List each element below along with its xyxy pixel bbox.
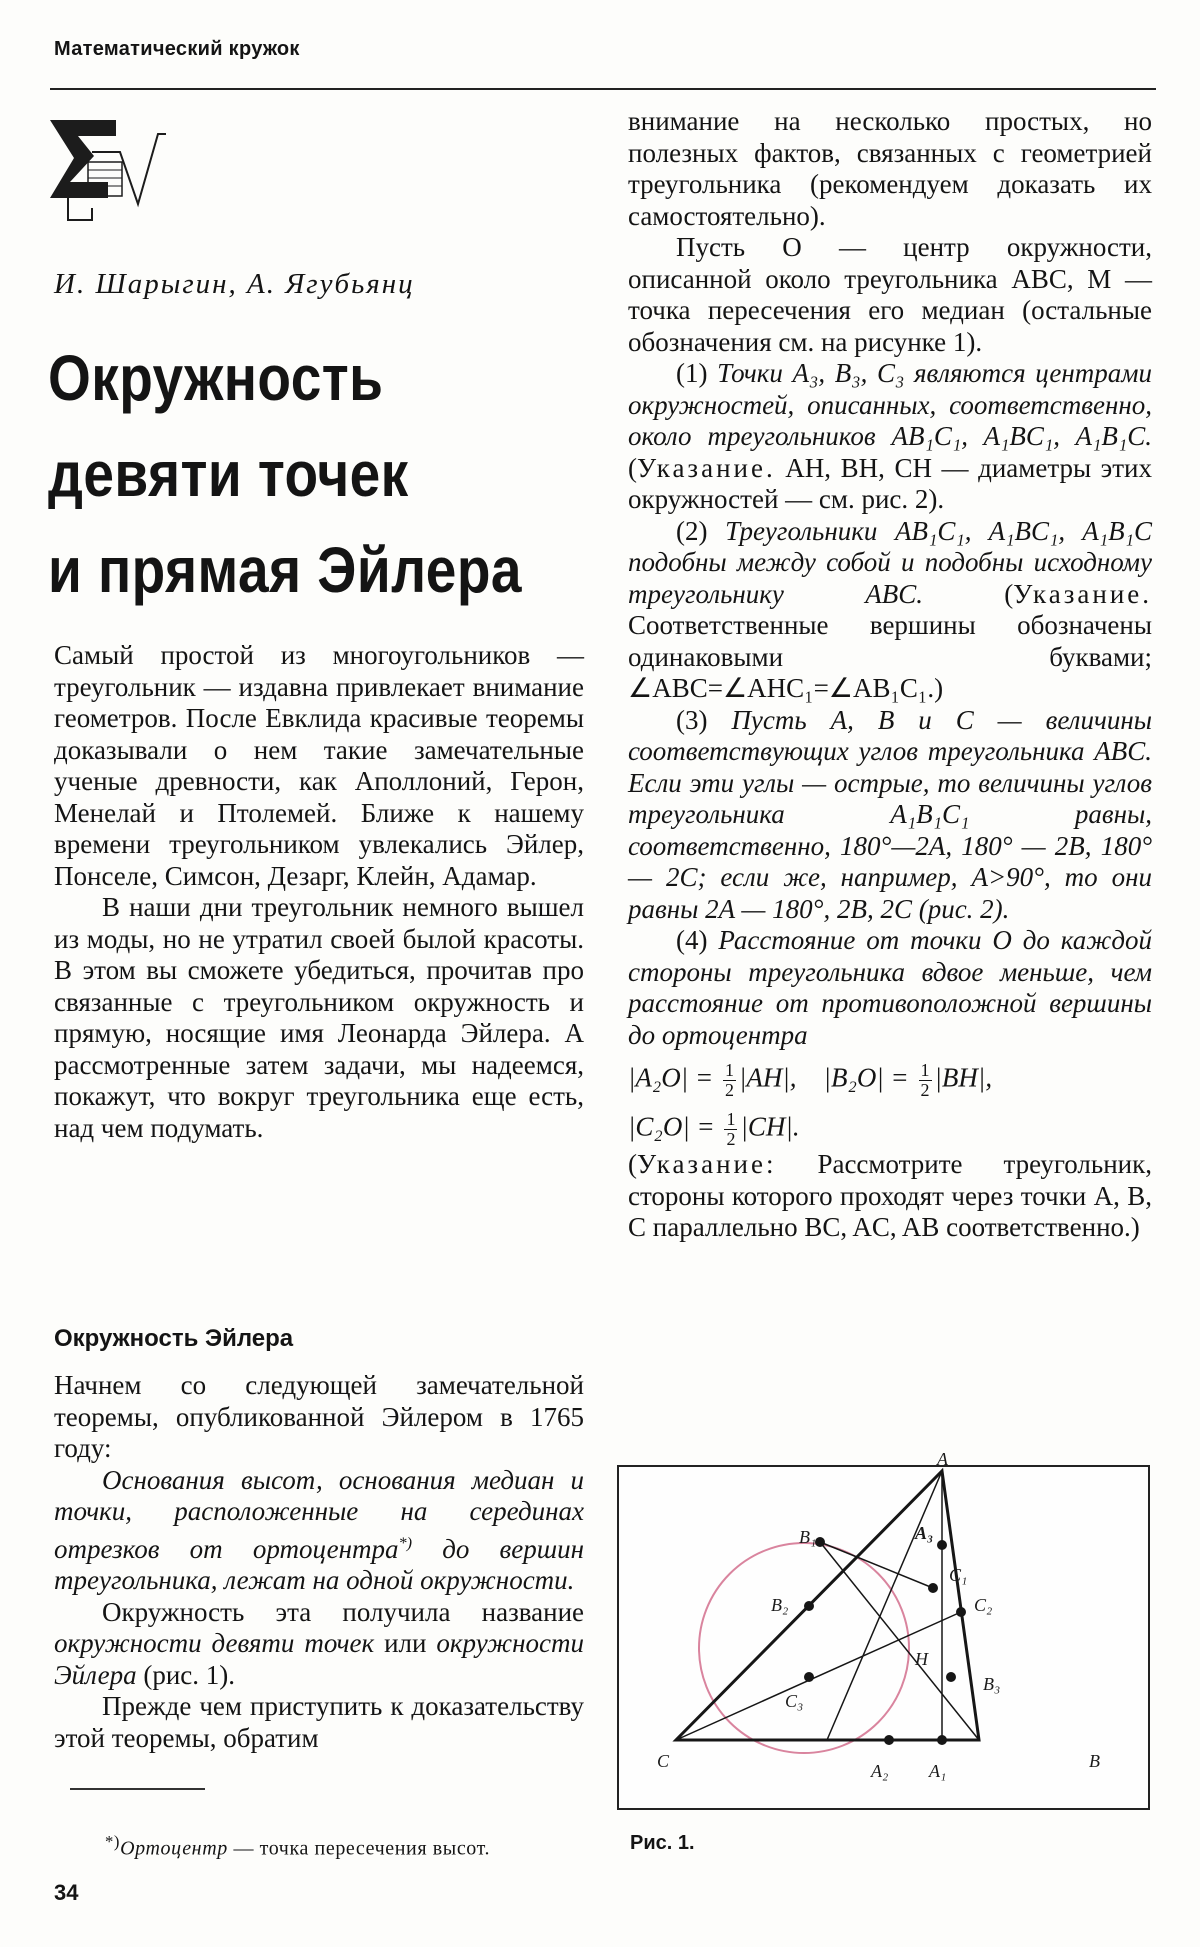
label-a1: A₁ <box>929 1761 947 1781</box>
label-c: C <box>657 1751 670 1771</box>
denominator: 2 <box>724 1080 734 1100</box>
fact-1: (1) Точки A₃, B₃, C₃ являются центрами окружностей, описанных, соответственно, около треугольников AB₁C₁, A₁BC₁, A₁B₁C. (Указание. AH, BH, CH — диаметры этих окружностей — см. рис. 2). <box>628 358 1153 514</box>
paragraph: Самый простой из многоугольников — треугольник — издавна привлекает внимание геометров. После Евклида красивые теоремы доказывали о нем такие замечательные ученые древности, как Аполлоний, Герон, Менелай и Птолемей. Ближе к нашему времени треугольником увлекались Эйлер, Понселе, Симсон, Дезарг, Клейн, Адамар. <box>54 640 584 891</box>
fact-number: (2) <box>676 515 708 546</box>
section-text <box>54 1370 584 1754</box>
median-a <box>827 1471 942 1740</box>
footnote-text: — точка пересечения высот. <box>227 1837 491 1860</box>
fraction-half <box>919 1061 932 1100</box>
label-b: B <box>1089 1751 1100 1771</box>
label-c3: C₃ <box>785 1691 804 1711</box>
hint-text: AH, BH, CH — диаметры этих окружностей — см. рис. 2). <box>628 452 1153 514</box>
numerator: 1 <box>724 1060 734 1080</box>
term: окружности Эйлера <box>54 1628 584 1690</box>
paragraph <box>54 1597 584 1692</box>
formula-rhs: |BH|, <box>934 1062 993 1093</box>
point-a3 <box>937 1540 947 1550</box>
footnote-mark: *) <box>398 1533 413 1552</box>
label-a3: A₃ <box>915 1523 934 1543</box>
fraction-half <box>723 1061 736 1100</box>
theorem-text: до вершин треугольника, лежат на одной окружности. <box>54 1533 584 1595</box>
fact-4 <box>628 925 1152 1051</box>
paragraph: Начнем со следующей замечательной теоремы, опубликованной Эйлером в 1765 году: <box>54 1370 584 1463</box>
title-line: и прямая Эйлера <box>48 534 522 606</box>
label-a: A <box>937 1449 948 1469</box>
formula-rhs: |CH|. <box>740 1111 800 1142</box>
footnote-mark: *) <box>105 1832 121 1851</box>
fact-text: Треугольники AB₁C₁, A₁BC₁, A₁B₁C подобны между собой и подобны исходному треугольнику ABC. <box>628 515 1152 609</box>
footnote-term: Ортоцентр <box>120 1837 228 1860</box>
section-heading: Окружность Эйлера <box>54 1325 294 1352</box>
formula-line <box>628 1110 1152 1149</box>
hint-paragraph: (Указание: Рассмотрите треугольник, стороны которого проходят через точки A, B, C параллельно BC, AC, AB соответственно.) <box>628 1149 1152 1242</box>
fact-text: Пусть A, B и C — величины соответствующих углов треугольника ABC. Если эти углы — острые, то величины углов треугольника A₁B₁C₁ равны, соответственно, 180°—2A, 180° — 2B, 180° — 2C; если же, например, A>90°, то они равны 2A — 180°, 2B, 2C (рис. 2). <box>628 704 1152 924</box>
paragraph: Пусть O — центр окружности, описанной около треугольника ABC, M — точка пересечения его медиан (остальные обозначения см. на рисунке 1). <box>628 232 1152 357</box>
footnote-rule <box>70 1788 205 1790</box>
formula-lhs: |A₂O| = <box>628 1062 720 1093</box>
article-title <box>48 330 530 618</box>
sigma-logo-icon <box>48 112 168 222</box>
fact-2: (2) Треугольники AB₁C₁, A₁BC₁, A₁B₁C подобны между собой и подобны исходному треугольнику ABC. (Указание. Соответственные вершины обозначены одинаковыми буквами; ∠ABC=∠AHC₁=∠AB₁C₁.) <box>628 515 1152 703</box>
label-c1: C₁ <box>949 1565 968 1585</box>
text: или <box>374 1628 437 1658</box>
paragraph: В наши дни треугольник немного вышел из моды, но не утратил своей былой красоты. В этом вы сможете убедиться, прочитав про связанные с треугольником окружность и прямую, носящие имя Леонарда Эйлера. А рассмотренные затем задачи, мы надеемся, покажут, что вокруг треугольника еще есть, над чем подумать. <box>54 892 584 1143</box>
point-c3 <box>804 1672 814 1682</box>
authors: И. Шарыгин, А. Ягубьянц <box>54 268 415 300</box>
point-a2 <box>884 1735 894 1745</box>
fact-number: (1) <box>676 358 708 388</box>
label-b3: B₃ <box>983 1674 1001 1694</box>
point-b3 <box>946 1672 956 1682</box>
term: окружности девяти точек <box>54 1628 375 1658</box>
figure-caption: Рис. 1. <box>630 1832 695 1854</box>
formula-line <box>628 1061 1152 1100</box>
title-line: Окружность <box>48 342 384 414</box>
figure-1 <box>617 1449 1150 1810</box>
point-c2 <box>956 1607 966 1617</box>
paragraph: внимание на несколько простых, но полезных фактов, связанных с геометрией треугольника (рекомендуем доказать их самостоятельно). <box>628 106 1152 231</box>
point-a1 <box>937 1735 947 1745</box>
header-rule <box>50 88 1156 90</box>
label-b2: B₂ <box>771 1595 789 1615</box>
triangle-abc <box>676 1471 979 1740</box>
triangle-diagram <box>619 1449 1148 1808</box>
hint-label: Указание. <box>1013 578 1152 609</box>
text: (рис. 1). <box>136 1659 236 1690</box>
intro-text <box>54 640 584 1144</box>
page-number: 34 <box>54 1880 79 1905</box>
right-column-text <box>628 106 1152 1244</box>
point-b2 <box>804 1601 814 1611</box>
hint-label: Указание: <box>637 1149 777 1179</box>
segment-b1c1 <box>820 1542 933 1588</box>
denominator: 2 <box>920 1080 930 1100</box>
formula-lhs: |C₂O| = <box>628 1111 722 1142</box>
hint-text: Рассмотрите треугольник, стороны которого проходят через точки A, B, C параллельно BC, AC, AB соответственно.) <box>628 1149 1152 1242</box>
fraction-half <box>724 1110 737 1149</box>
label-h: H <box>915 1649 928 1669</box>
paragraph: Прежде чем приступить к доказательству этой теоремы, обратим <box>54 1691 584 1753</box>
hint-label: Указание. <box>637 452 776 483</box>
fact-text: Точки A₃, B₃, C₃ являются центрами окружностей, описанных, соответственно, около треугольников AB₁C₁, A₁BC₁, A₁B₁C. <box>628 358 1152 451</box>
theorem-text: Основания высот, основания медиан и точки, расположенные на серединах отрезков от ортоцентра <box>54 1464 584 1564</box>
denominator: 2 <box>726 1129 736 1149</box>
fact-number: (4) <box>676 925 708 955</box>
numerator: 1 <box>726 1109 736 1129</box>
point-b1 <box>815 1537 825 1547</box>
formula-rhs: |AH|, <box>738 1062 797 1093</box>
altitude-c <box>676 1612 961 1740</box>
running-head: Математический кружок <box>54 38 300 60</box>
fact-text: Расстояние от точки O до каждой стороны треугольника вдвое меньше, чем расстояние от противоположной вершины до ортоцентра <box>628 925 1153 1050</box>
formula-lhs: |B₂O| = <box>823 1062 916 1093</box>
numerator: 1 <box>920 1060 930 1080</box>
point-c1 <box>928 1583 938 1593</box>
text: Окружность эта получила название <box>102 1596 584 1627</box>
nine-point-circle <box>699 1543 909 1753</box>
footnote <box>105 1832 490 1861</box>
theorem-statement <box>54 1465 584 1597</box>
label-b1: B₁ <box>799 1527 817 1547</box>
fact-number: (3) <box>676 704 708 735</box>
label-a2: A₂ <box>871 1761 889 1781</box>
fact-3 <box>628 705 1152 926</box>
hint-text: Соответственные вершины обозначены одинаковыми буквами; ∠ABC=∠AHC₁=∠AB₁C₁.) <box>628 610 1152 703</box>
title-line: девяти точек <box>48 438 409 510</box>
label-c2: C₂ <box>974 1595 993 1615</box>
